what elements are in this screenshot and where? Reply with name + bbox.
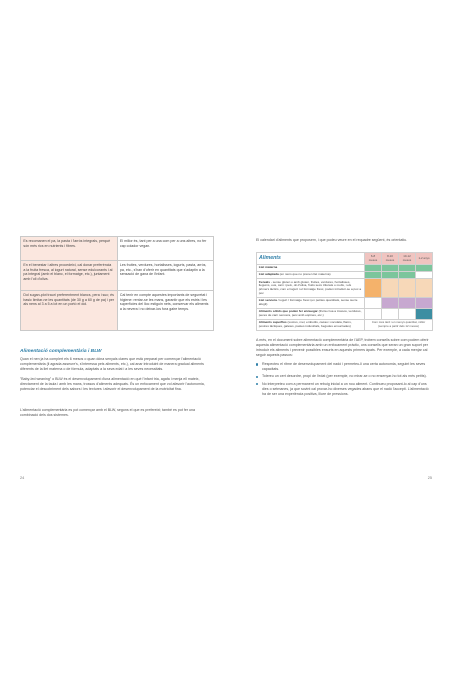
tips-row [21,291,214,331]
bullet-icon [256,376,258,378]
table-header-row [257,253,433,265]
body-paragraph: L'alimentació complementària es pot començar amb el BLW, segons el que es prefereixi; també es pot fer una combinació dels dos sistemes. [20,408,196,417]
table-row [257,297,433,308]
age-color-cell [399,265,416,272]
age-color-cell [382,279,399,298]
age-header: 10-12 mesos [399,253,416,265]
age-color-cell [365,279,382,298]
food-description: (sucres, mel, embotits, cacau i xocolata, flams, postres làctiques, galetes, pastes industrials, begudes ensucrades) [258,320,352,328]
list-item [256,382,432,397]
tips-cell: Cal tenir en compte aquestes importants de seguretat i higiene: rentar-se les mans, garantir que els estris i les superfícies del lloc estiguin nets, conservar els aliments a la nevera i no deixar-los fora gaire temps. [117,291,214,331]
tips-list [256,362,432,399]
tips-table [20,236,214,331]
table-row [257,265,433,272]
food-label: Llet adaptada [258,272,279,277]
age-color-cell [416,272,433,279]
food-label: Cereals [258,279,270,284]
age-color-cell [416,297,433,308]
age-color-cell [399,297,416,308]
food-label-cell [257,272,365,279]
age-color-cell [416,308,433,319]
list-item-text: Respecteu el ritme de desenvolupament del nadó i permeteu-li una certa autonomia, seguint les seves capacitats. [262,362,426,371]
age-color-cell [365,308,382,319]
food-label-cell [257,297,365,308]
age-color-cell [416,279,433,298]
page-number: 24 [20,476,25,480]
table-row [257,272,433,279]
age-color-cell [365,297,382,308]
table-row [257,319,433,330]
food-label-cell [257,279,365,298]
age-header: 1-2 anys [416,253,433,265]
food-label-cell [257,308,365,319]
age-color-cell [382,272,399,279]
list-item-text: No interpreteu com a permanent un rebuig inicial a un nou aliment. Continueu proposant-lo al cap d'uns dies o setmanes, ja que sovint cal provar-ho diverses vegades abans que el nadó l'accepti. L'alimentació ha de ser una experiència positiva, lliure de pressions. [262,381,429,396]
food-label-cell [257,319,365,330]
age-color-cell [416,265,433,272]
tips-row [21,261,214,291]
food-label: Aliments sòlids que poden fer ennuegar [258,309,318,314]
tips-cell: El millor és, tant per a una com per a uns altres, no fer cap colador vegan. [117,237,214,261]
page-number: 25 [427,476,432,480]
age-color-cell [399,272,416,279]
food-description: - sense gluten o amb gluten, fruites, verdures, hortalisses, llegums, ous, carn i peix, oli d'oliva, fruits secs triturats o molts, i els primers làctics, com el iogurt i el formatge fresc, poden introduir-se a poc a poc [258,279,362,295]
body-paragraph: "Baby-led weaning" o BLW és el desenvolupament d'una alimentació en què l'infant tria, agafa i menja ell mateix, directament de la taula i amb les mans, trossos d'aliments adequats. És un enfocament que vol afavorir l'autonomia, potenciar el descobriment dels sabors i les textures i afavorir el desenvolupament de la motricitat fina. [20,377,205,391]
tips-cell: Les fruites, verdures, hortalisses, iogurts, pasta, arròs, pa, etc., s'han d'oferir en quantitats que s'adaptin a la sensació de gana de l'infant. [117,261,214,291]
bullet-icon [256,363,258,365]
tips-cell: Dol sugan-plot trauri preferentment blancs, pera i suc; és basic limitar-ne les quantitats (de 30 g a 60 g de pa) i per als nens al 3 a 5 a lot en un portó el dol. [21,291,118,331]
food-label: Llet sencera [258,298,277,303]
food-label-cell [257,265,365,272]
table-row [257,279,433,298]
age-color-cell [399,279,416,298]
body-paragraph: A més, en el document sobre alimentació complementària de l'AEP, trobem consells sobre com podem oferir aquesta alimentació complementària amb un enfocament pràctic, uns consells que seran un gran suport per introduir els aliments i prevenir possibles ensurts en aquests primers àpats. Per exemple, a cada menjar cal seguir aquests passos: [256,338,429,357]
right-page [226,0,452,698]
list-item-text: Tolereu un cert desordre, propi de l'edat (per exemple, no mirar-se o no ensenyar-ho tot als més petits). [262,374,427,379]
table-title: Aliments [257,253,365,265]
intro-text: El calendari d'aliments que proposem, i que podeu veure en el requadre següent, és orientatiu. [256,238,408,242]
food-label: Aliments superflus [258,320,287,325]
food-label: Llet materna [258,265,278,270]
age-color-cell [382,297,399,308]
food-note: Com més tard i en menys quantitat, millor (sempre a partir dels 12 mesos) [365,319,433,330]
tips-cell: Es recomanen el pa, la pasta i l'arròs integrals, perquè són més rics en nutrients i fibres. [21,237,118,261]
bullet-icon [256,383,258,385]
tips-cell: En el benestar i altres procedeixi, cal donar preferència a la fruita fresca, al iogurt natural, sense edulcorants i al pa integral (amb el blanc, el formatge, etc.), juntament amb l'oli d'oliva. [21,261,118,291]
food-calendar-table [256,252,433,331]
food-description: (fruita crua a trossos, verdures, peces de carn sencera, peix amb espines, etc.) [258,309,362,317]
section-heading: Alimentació complementària i BLW [20,349,102,354]
food-description: / iogurt / formatge fresc (en petites quantitats, sense sucre afegit) [258,298,358,306]
age-header: 6-8 mesos [365,253,382,265]
age-color-cell [382,308,399,319]
age-header: 8-10 mesos [382,253,399,265]
table-row [257,308,433,319]
list-item [256,362,432,372]
body-paragraph: Quan el nen ja ha complert els 6 mesos o quan dóna senyals clares que està preparat per començar l'alimentació complementària (li agrada asseure's, s'interessa pels aliments, etc.), cal anar introduint de manera gradual aliments diferents de la llet materna o de fórmula, adaptats a la seva edat i a les seves necessitats. [20,357,204,371]
list-item [256,374,432,379]
age-color-cell [365,272,382,279]
tips-row [21,237,214,261]
age-color-cell [399,308,416,319]
age-color-cell [382,265,399,272]
age-color-cell [365,265,382,272]
food-description: (en nens que no prenen llet materna) [279,272,331,277]
